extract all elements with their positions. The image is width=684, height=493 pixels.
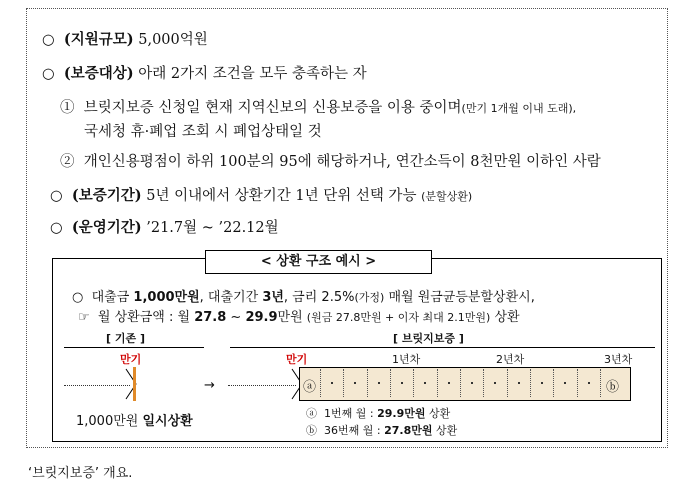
text: 1,000만원 xyxy=(76,414,143,429)
repayment-dot xyxy=(518,382,520,384)
repayment-dot xyxy=(564,382,566,384)
marker-b xyxy=(606,376,618,395)
pointer-icon: ☞ xyxy=(78,310,90,325)
marker-a xyxy=(303,376,315,395)
note-mark: ⓑ xyxy=(306,424,317,437)
repayment-tick xyxy=(390,369,391,397)
value-min: 27.8 xyxy=(194,310,227,325)
left-timeline xyxy=(64,385,130,386)
bullet: ○ xyxy=(42,32,55,48)
left-divider xyxy=(64,347,204,348)
year-2: 2년차 xyxy=(496,353,525,366)
right-lead-timeline xyxy=(228,385,296,386)
left-caption xyxy=(76,410,193,429)
bullet: ○ xyxy=(42,66,55,82)
note-a xyxy=(306,405,450,421)
repayment-dot xyxy=(541,382,543,384)
note: (원금 27.8만원 + 이자 최대 2.1만원) xyxy=(306,311,491,324)
bullet: ○ xyxy=(50,220,63,236)
right-header: [ 브릿지보증 ] xyxy=(393,332,464,345)
item-label: (보증기간) xyxy=(71,187,142,204)
loan-term: 3년 xyxy=(262,290,284,305)
example-title: < 상환 구조 예시 > xyxy=(205,250,432,274)
transition-arrow: → xyxy=(204,378,215,393)
example-line2 xyxy=(78,306,520,325)
repayment-tick xyxy=(460,369,461,397)
maturity-left-bar xyxy=(133,367,136,401)
repayment-tick xyxy=(577,369,578,397)
loan-amount: 1,000만원 xyxy=(133,290,200,305)
note-mark: ⓐ xyxy=(306,407,317,420)
text: 매월 원금균등분할상환시, xyxy=(384,290,535,305)
text: 상환 xyxy=(490,310,520,325)
item-period xyxy=(50,184,472,205)
text: 월 상환금액 : 월 xyxy=(97,310,195,325)
item-text: 아래 2가지 조건을 모두 충족하는 자 xyxy=(138,66,367,82)
marker-b-label: ⓑ xyxy=(606,380,620,395)
text: , 대출기간 xyxy=(199,290,263,305)
item-scale xyxy=(42,28,208,49)
item-label: (운영기간) xyxy=(71,219,142,236)
repayment-tick xyxy=(600,369,601,397)
bullet: ○ xyxy=(72,290,84,305)
year-3: 3년차 xyxy=(604,353,633,366)
repayment-dot xyxy=(331,382,333,384)
condition-text: 브릿지보증 신청일 현재 지역신보의 신용보증을 이용 중이며 xyxy=(83,100,462,116)
condition-note: (만기 1개월 이내 도래), xyxy=(461,102,577,115)
item-label: (지원규모) xyxy=(63,31,134,48)
repayment-dot xyxy=(588,382,590,384)
text: 36번째 월 : xyxy=(324,424,385,437)
text: ~ xyxy=(226,310,246,325)
repayment-dot xyxy=(401,382,403,384)
item-target xyxy=(42,62,367,83)
repayment-dot xyxy=(424,382,426,384)
repayment-tick xyxy=(530,369,531,397)
repayment-tick xyxy=(437,369,438,397)
condition-mark: ① xyxy=(60,100,75,116)
repayment-dot xyxy=(354,382,356,384)
repayment-tick xyxy=(367,369,368,397)
text: 대출금 xyxy=(91,290,134,305)
condition-1-line1 xyxy=(60,96,576,117)
footer-caption: ‘브릿지보증’ 개요. xyxy=(28,466,133,481)
condition-mark: ② xyxy=(60,154,75,170)
text: 만원 xyxy=(277,310,303,325)
year-1: 1년차 xyxy=(392,353,421,366)
item-note: (분할상환) xyxy=(421,190,473,203)
item-label: (보증대상) xyxy=(63,65,134,82)
value-max: 29.9 xyxy=(245,310,278,325)
note-value: 27.8만원 xyxy=(384,424,433,437)
repayment-dot xyxy=(494,382,496,384)
repayment-dot xyxy=(471,382,473,384)
repayment-tick xyxy=(413,369,414,397)
repayment-tick xyxy=(483,369,484,397)
condition-1-line2: 국세청 휴·폐업 조회 시 폐업상태일 것 xyxy=(84,124,322,140)
lump-sum: 일시상환 xyxy=(142,414,193,429)
right-divider xyxy=(230,347,655,348)
example-line1 xyxy=(72,286,535,305)
marker-a-label: ⓐ xyxy=(303,380,317,395)
repayment-tick xyxy=(320,369,321,397)
repayment-tick xyxy=(507,369,508,397)
repayment-dot xyxy=(448,382,450,384)
text: 상환 xyxy=(432,424,458,437)
condition-text: 개인신용평점이 하위 100분의 95에 해당하거나, 연간소득이 8천만원 이하인 사람 xyxy=(83,154,601,170)
repayment-tick xyxy=(343,369,344,397)
left-header: [ 기존 ] xyxy=(106,332,145,345)
bullet: ○ xyxy=(50,188,63,204)
item-text: 5년 이내에서 상환기간 1년 단위 선택 가능 xyxy=(146,188,417,204)
text: 1번째 월 : xyxy=(324,407,378,420)
item-text: ’21.7월 ~ ’22.12월 xyxy=(146,220,279,236)
repayment-dot xyxy=(378,382,380,384)
maturity-right-label: 만기 xyxy=(286,353,308,366)
condition-2 xyxy=(60,150,601,171)
repayment-bar xyxy=(299,367,631,401)
item-operation xyxy=(50,216,279,237)
note-value: 29.9만원 xyxy=(377,407,426,420)
note: (가정) xyxy=(354,291,385,304)
repayment-tick xyxy=(553,369,554,397)
maturity-left-label: 만기 xyxy=(120,353,142,366)
item-text: 5,000억원 xyxy=(138,32,208,48)
text: , 금리 2.5% xyxy=(283,290,355,305)
note-b xyxy=(306,422,457,438)
text: 상환 xyxy=(425,407,451,420)
